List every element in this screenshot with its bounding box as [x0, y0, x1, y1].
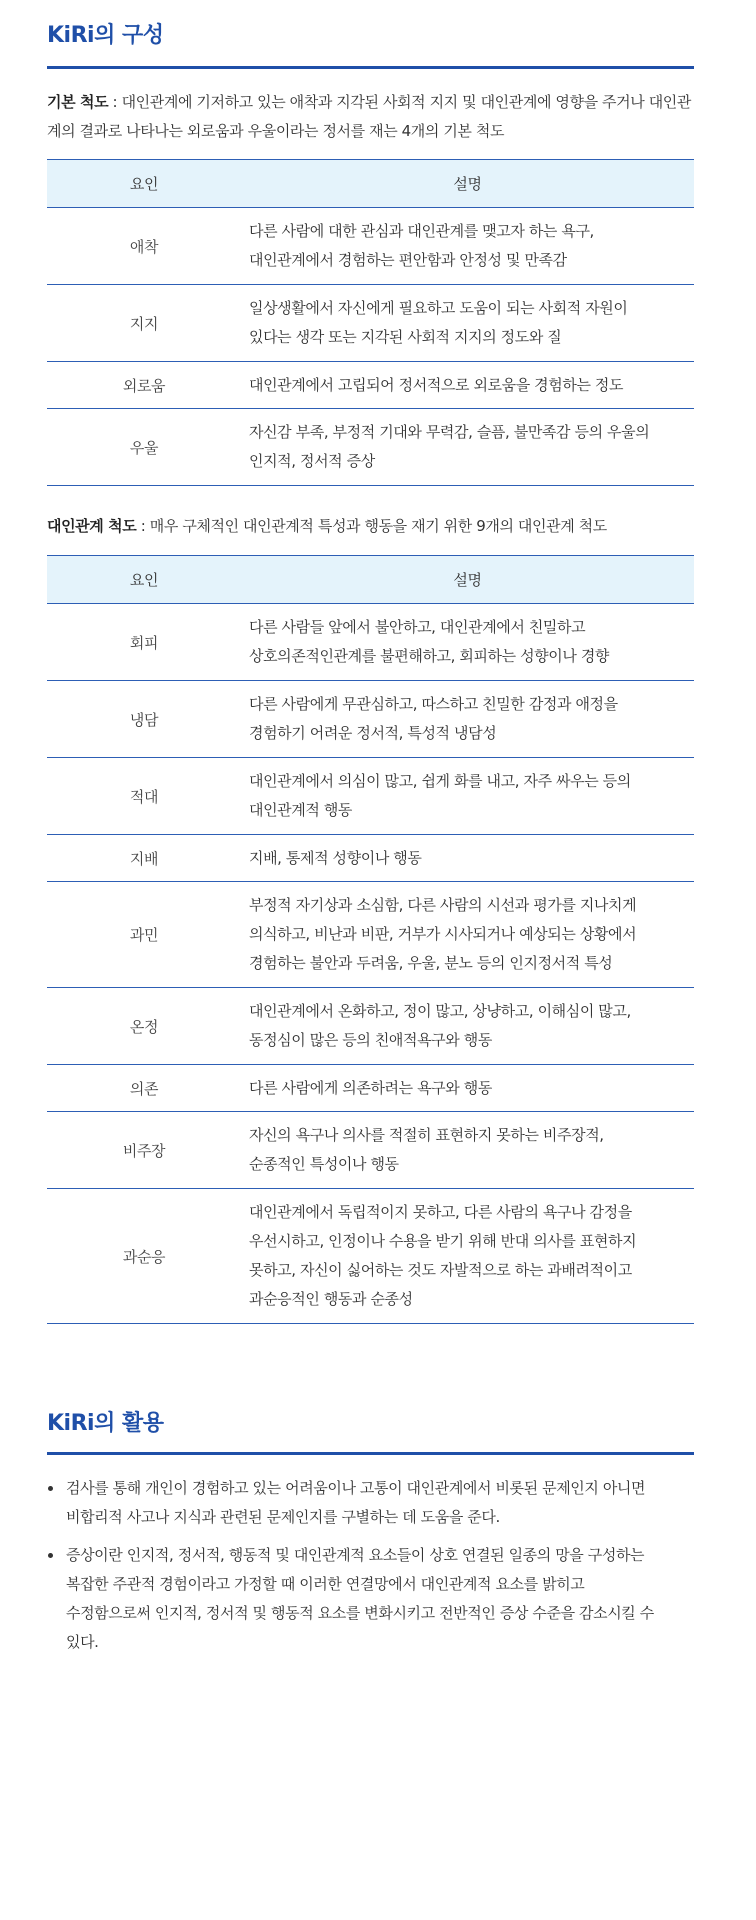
factor-cell: 비주장 — [47, 1112, 241, 1189]
header-description: 설명 — [241, 556, 694, 604]
table-row — [47, 362, 694, 409]
factor-cell: 과순응 — [47, 1189, 241, 1324]
usage-section-title: KiRi의 활용 — [47, 1411, 164, 1436]
interpersonal-scale-text: : 매우 구체적인 대인관계적 특성과 행동을 재기 위한 9개의 대인관계 척도 — [136, 517, 607, 535]
description-line: 못하고, 자신이 싫어하는 것도 자발적으로 하는 과배려적이고 — [249, 1261, 632, 1279]
list-item-line: 있다. — [66, 1633, 99, 1651]
description-line: 대인관계에서 독립적이지 못하고, 다른 사람의 욕구나 감정을 — [249, 1203, 632, 1221]
description-line: 부정적 자기상과 소심함, 다른 사람의 시선과 평가를 지나치게 — [249, 896, 637, 914]
interpersonal-scale-label: 대인관계 척도 — [47, 517, 137, 535]
description-line: 대인관계에서 온화하고, 정이 많고, 상냥하고, 이해심이 많고, — [249, 1002, 631, 1020]
interpersonal-scale-intro — [47, 512, 694, 541]
description-cell — [241, 835, 694, 882]
description-line: 지배, 통제적 성향이나 행동 — [249, 848, 422, 867]
description-cell — [241, 758, 694, 835]
list-item — [47, 1541, 694, 1657]
description-line: 다른 사람들 앞에서 불안하고, 대인관계에서 친밀하고 — [249, 618, 586, 636]
description-cell — [241, 882, 694, 988]
description-line: 경험하는 불안과 두려움, 우울, 분노 등의 인지정서적 특성 — [249, 954, 613, 972]
factor-cell: 외로움 — [47, 362, 241, 409]
description-line: 있다는 생각 또는 지각된 사회적 지지의 정도와 질 — [249, 328, 562, 346]
description-cell — [241, 362, 694, 409]
table-row — [47, 1189, 694, 1324]
header-factor: 요인 — [47, 160, 241, 208]
table-row — [47, 409, 694, 486]
table-row — [47, 681, 694, 758]
usage-list — [47, 1474, 694, 1666]
factor-cell: 지배 — [47, 835, 241, 882]
description-line: 인지적, 정서적 증상 — [249, 452, 375, 470]
list-item-line: 증상이란 인지적, 정서적, 행동적 및 대인관계적 요소들이 상호 연결된 일종의 망을 구성하는 — [66, 1546, 645, 1564]
basic-scale-intro — [47, 88, 694, 146]
description-cell — [241, 988, 694, 1065]
bullet-icon — [48, 1553, 53, 1558]
table-row — [47, 1112, 694, 1189]
description-cell — [241, 681, 694, 758]
bullet-icon — [48, 1486, 53, 1491]
description-line: 과순응적인 행동과 순종성 — [249, 1290, 413, 1308]
list-item-line: 비합리적 사고나 지식과 관련된 문제인지를 구별하는 데 도움을 준다. — [66, 1508, 500, 1526]
factor-cell: 회피 — [47, 604, 241, 681]
basic-scale-text: : 대인관계에 기저하고 있는 애착과 지각된 사회적 지지 및 대인관계에 영향을 주거나 대인관계의 결과로 나타나는 외로움과 우울이라는 정서를 재는 4개의 기본 척도 — [47, 93, 691, 140]
description-line: 동정심이 많은 등의 친애적욕구와 행동 — [249, 1031, 492, 1049]
description-line: 의식하고, 비난과 비판, 거부가 시사되거나 예상되는 상황에서 — [249, 925, 637, 943]
factor-cell: 냉담 — [47, 681, 241, 758]
usage-title-underline — [47, 1452, 694, 1455]
factor-cell: 의존 — [47, 1065, 241, 1112]
factor-cell: 온정 — [47, 988, 241, 1065]
table-row — [47, 882, 694, 988]
table-row — [47, 1065, 694, 1112]
description-line: 일상생활에서 자신에게 필요하고 도움이 되는 사회적 자원이 — [249, 299, 628, 317]
description-line: 경험하기 어려운 정서적, 특성적 냉담성 — [249, 724, 497, 742]
description-line: 다른 사람에 대한 관심과 대인관계를 맺고자 하는 욕구, — [249, 222, 594, 240]
list-item-line: 복잡한 주관적 경험이라고 가정할 때 이러한 연결망에서 대인관계적 요소를 밝히고 — [66, 1575, 585, 1593]
description-line: 다른 사람에게 의존하려는 욕구와 행동 — [249, 1078, 492, 1097]
description-cell — [241, 604, 694, 681]
list-item-line: 수정함으로써 인지적, 정서적 및 행동적 요소를 변화시키고 전반적인 증상 수준을 감소시킬 수 — [66, 1604, 654, 1622]
table-row — [47, 758, 694, 835]
description-line: 상호의존적인관계를 불편해하고, 회피하는 성향이나 경향 — [249, 647, 610, 665]
table-row — [47, 285, 694, 362]
description-line: 자신감 부족, 부정적 기대와 무력감, 슬픔, 불만족감 등의 우울의 — [249, 423, 650, 441]
table-row — [47, 835, 694, 882]
description-line: 순종적인 특성이나 행동 — [249, 1155, 399, 1173]
description-line: 대인관계에서 고립되어 정서적으로 외로움을 경험하는 정도 — [249, 375, 624, 394]
list-item — [47, 1474, 694, 1532]
composition-section-title: KiRi의 구성 — [47, 23, 164, 48]
basic-scale-table — [47, 159, 694, 486]
description-cell — [241, 208, 694, 285]
table-row — [47, 604, 694, 681]
description-line: 우선시하고, 인정이나 수용을 받기 위해 반대 의사를 표현하지 — [249, 1232, 637, 1250]
description-line: 다른 사람에게 무관심하고, 따스하고 친밀한 감정과 애정을 — [249, 695, 618, 713]
factor-cell: 과민 — [47, 882, 241, 988]
list-item-line: 검사를 통해 개인이 경험하고 있는 어려움이나 고통이 대인관계에서 비롯된 문제인지 아니면 — [66, 1479, 646, 1497]
description-line: 대인관계적 행동 — [249, 801, 352, 819]
factor-cell: 애착 — [47, 208, 241, 285]
description-cell — [241, 1189, 694, 1324]
table-row — [47, 208, 694, 285]
description-cell — [241, 285, 694, 362]
header-description: 설명 — [241, 160, 694, 208]
description-line: 대인관계에서 경험하는 편안함과 안정성 및 만족감 — [249, 251, 567, 269]
interpersonal-scale-table — [47, 555, 694, 1324]
description-cell — [241, 1065, 694, 1112]
description-cell — [241, 409, 694, 486]
header-factor: 요인 — [47, 556, 241, 604]
table-row — [47, 988, 694, 1065]
composition-title-underline — [47, 66, 694, 69]
description-cell — [241, 1112, 694, 1189]
factor-cell: 우울 — [47, 409, 241, 486]
factor-cell: 지지 — [47, 285, 241, 362]
basic-scale-label: 기본 척도 — [47, 93, 109, 111]
table-header-row — [47, 556, 694, 604]
description-line: 대인관계에서 의심이 많고, 쉽게 화를 내고, 자주 싸우는 등의 — [249, 772, 631, 790]
factor-cell: 적대 — [47, 758, 241, 835]
description-line: 자신의 욕구나 의사를 적절히 표현하지 못하는 비주장적, — [249, 1126, 604, 1144]
table-header-row — [47, 160, 694, 208]
